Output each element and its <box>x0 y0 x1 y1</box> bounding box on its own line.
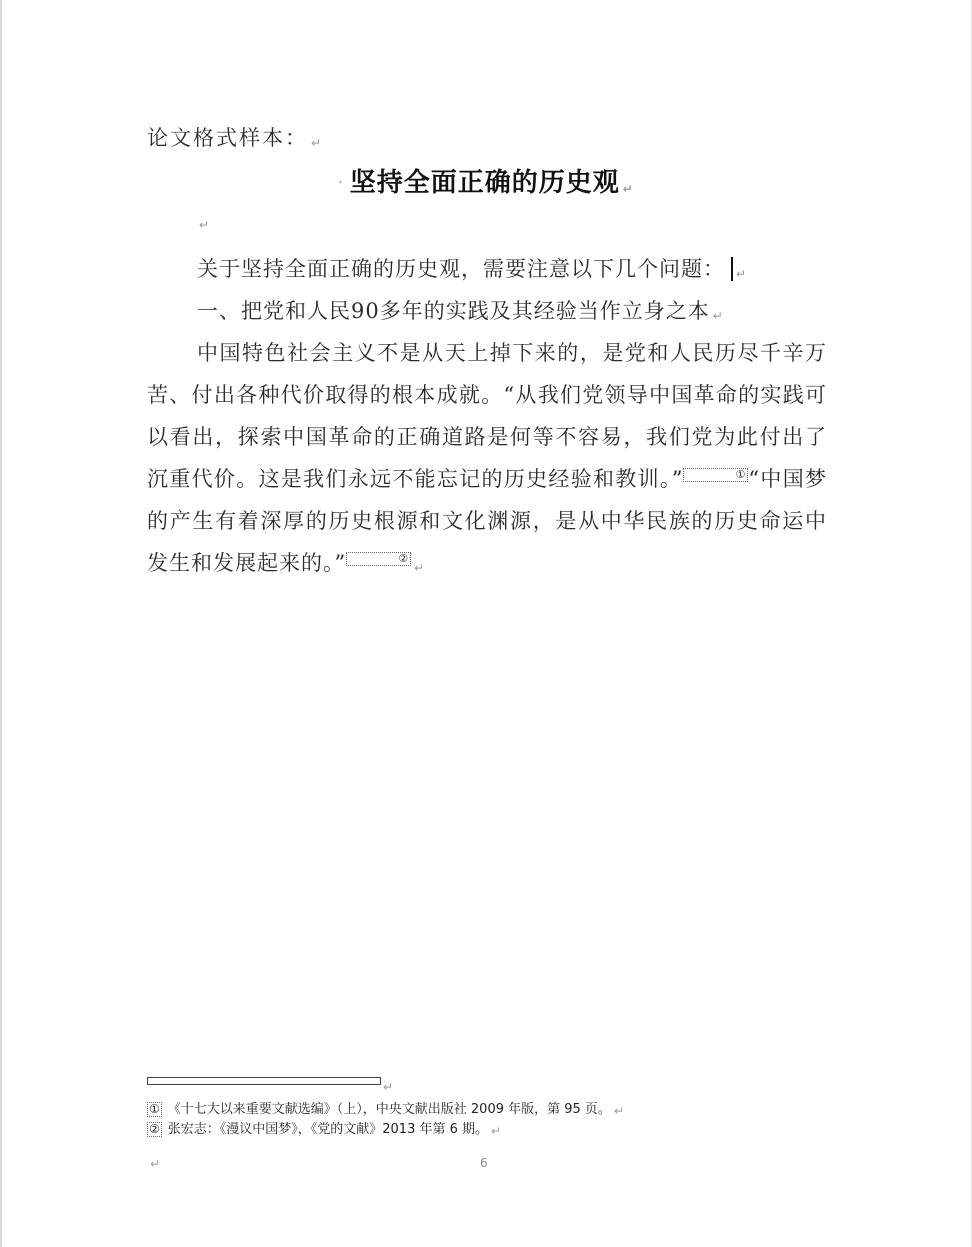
intro-paragraph[interactable] <box>147 248 827 295</box>
paragraph-mark-icon: ↵ <box>491 1124 502 1138</box>
paragraph-mark-icon: ↵ <box>736 267 748 281</box>
footer-paragraph-mark-icon: ↵ <box>150 1157 161 1171</box>
paragraph-mark-icon: ↵ <box>613 1104 624 1118</box>
page-number: 6 <box>480 1156 488 1170</box>
footnote-1[interactable] <box>147 1098 624 1118</box>
footnote-separator <box>147 1077 381 1085</box>
document-title <box>0 162 972 199</box>
empty-paragraph-mark-icon: ↵ <box>199 218 210 232</box>
bullet-dot-icon: · <box>338 175 344 191</box>
paragraph-mark-icon: ↵ <box>712 309 724 323</box>
footnote-2[interactable] <box>147 1118 501 1138</box>
paragraph-text-part1: 中国特色社会主义不是从天上掉下来的，是党和人民历尽千辛万苦、付出各种代价取得的根本成就。“从我们党领导中国革命的实践可以看出，探索中国革命的正确道路是何等不容易，我们党为此付出了沉重代价。这是我们永远不能忘记的历史经验和教训。” <box>147 341 827 491</box>
footnote-reference-1[interactable]: ① <box>683 468 748 482</box>
intro-text: 关于坚持全面正确的历史观，需要注意以下几个问题： <box>197 257 725 281</box>
text-cursor <box>731 257 733 281</box>
document-label-text: 论文格式样本： <box>147 126 308 150</box>
footnote-text: 张宏志：《漫议中国梦》，《党的文献》2013 年第 6 期。 <box>167 1122 489 1137</box>
document-title-text: 坚持全面正确的历史观 <box>349 168 620 198</box>
paragraph-text-part2: “中国梦的产生有着深厚的历史根源和文化渊源，是从中华民族的历史命运中发生和发展起来的。” <box>147 467 827 575</box>
section-heading-text: 一、把党和人民90多年的实践及其经验当作立身之本 <box>197 299 710 323</box>
paragraph-mark-icon: ↵ <box>622 182 634 196</box>
footnote-reference-2[interactable]: ② <box>346 552 411 566</box>
document-label <box>147 122 323 152</box>
footnote-number: ② <box>149 1122 160 1136</box>
section-heading[interactable] <box>147 290 827 337</box>
paragraph-mark-icon: ↵ <box>414 561 426 575</box>
footnote-text: 《十七大以来重要文献选编》（上），中央文献出版社 2009 年版，第 95 页。 <box>167 1102 611 1117</box>
body-paragraph[interactable] <box>147 332 827 589</box>
footnote-number: ① <box>149 1102 160 1116</box>
paragraph-mark-icon: ↵ <box>383 1080 394 1094</box>
paragraph-mark-icon: ↵ <box>311 136 324 150</box>
